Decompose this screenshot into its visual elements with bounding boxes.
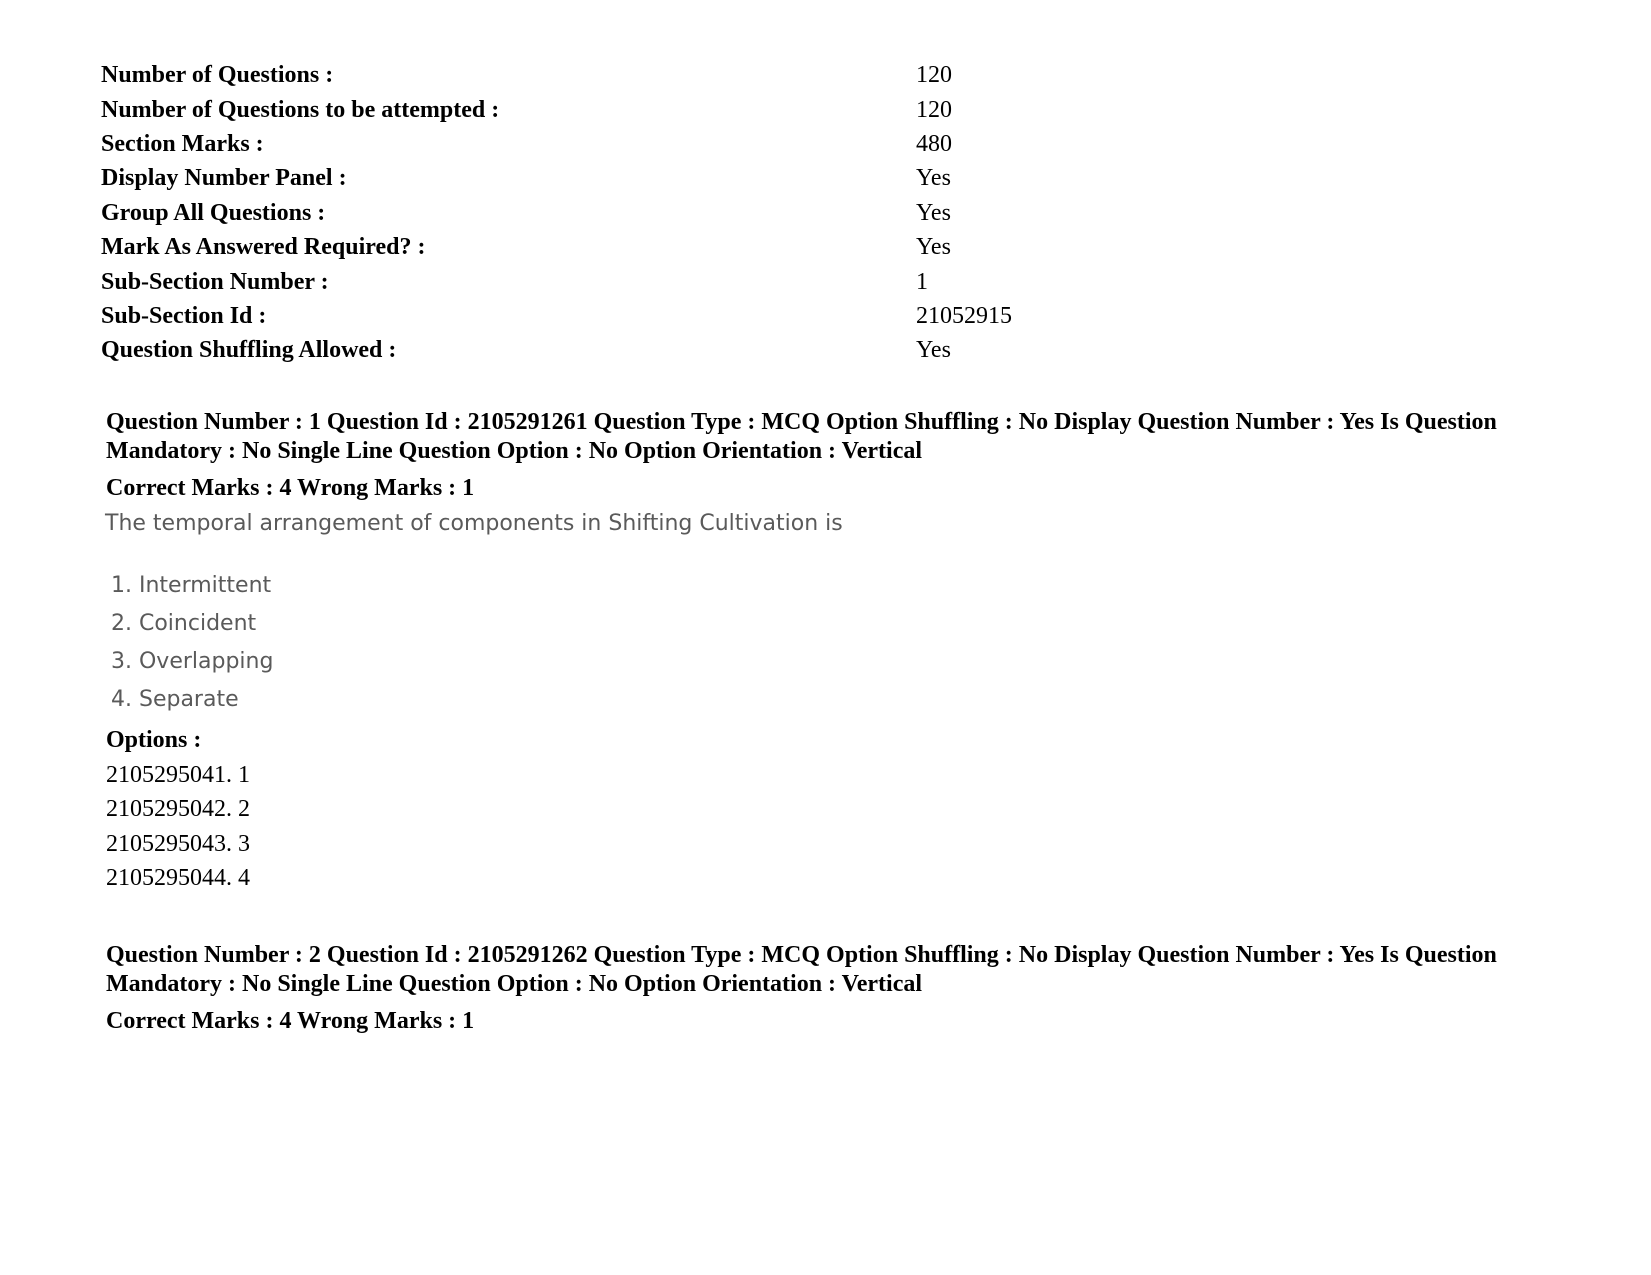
question-2-header: Question Number : 2 Question Id : 2105291262 Question Type : MCQ Option Shuffling : No Display Question Number : Yes Is Question Mandatory : No Single Line Question Option : No Option Orientation : Vertical <box>106 942 1497 997</box>
meta-label: Mark As Answered Required? : <box>101 234 426 261</box>
option-item: 2105295041. 1 <box>106 762 250 788</box>
meta-label: Question Shuffling Allowed : <box>101 337 397 364</box>
meta-label: Number of Questions : <box>101 62 334 89</box>
meta-label: Number of Questions to be attempted : <box>101 96 500 123</box>
option-item: 2105295044. 4 <box>106 864 250 891</box>
meta-value: Yes <box>916 234 951 261</box>
meta-label: Sub-Section Id : <box>101 302 267 329</box>
meta-value: Yes <box>916 199 951 226</box>
meta-value: 1 <box>916 268 928 295</box>
options-label: Options : <box>106 727 202 753</box>
meta-value: 120 <box>916 62 952 89</box>
statement-item: 4. Separate <box>111 687 239 712</box>
meta-value: 120 <box>916 96 952 123</box>
meta-label: Section Marks : <box>101 130 264 157</box>
question-2-marks: Correct Marks : 4 Wrong Marks : 1 <box>106 1008 475 1034</box>
question-1-text: The temporal arrangement of components in Shifting Cultivation is <box>105 511 843 536</box>
question-1-statements <box>111 575 273 727</box>
meta-row <box>101 196 1201 230</box>
meta-value: Yes <box>916 165 951 192</box>
option-item: 2105295043. 3 <box>106 830 250 857</box>
meta-row <box>101 299 1201 333</box>
question-1-marks: Correct Marks : 4 Wrong Marks : 1 <box>106 475 475 501</box>
meta-row <box>101 230 1201 264</box>
meta-label: Display Number Panel : <box>101 165 347 192</box>
question-1-header: Question Number : 1 Question Id : 2105291261 Question Type : MCQ Option Shuffling : No Display Question Number : Yes Is Question Mandatory : No Single Line Question Option : No Option Orientation : Vertical <box>106 409 1497 464</box>
meta-label: Group All Questions : <box>101 199 326 226</box>
meta-label: Sub-Section Number : <box>101 268 329 295</box>
statement-item: 1. Intermittent <box>111 573 272 598</box>
option-item: 2105295042. 2 <box>106 796 250 823</box>
meta-row <box>101 264 1201 298</box>
meta-value: 480 <box>916 130 952 157</box>
meta-row <box>101 333 1201 367</box>
statement-item: 2. Coincident <box>111 611 257 636</box>
meta-value: 21052915 <box>916 302 1012 329</box>
meta-row <box>101 58 1201 92</box>
meta-row <box>101 161 1201 195</box>
meta-row <box>101 127 1201 161</box>
meta-row <box>101 92 1201 126</box>
meta-value: Yes <box>916 337 951 364</box>
section-meta-table <box>101 58 1201 368</box>
statement-item: 3. Overlapping <box>111 649 274 674</box>
question-1-options <box>106 763 250 900</box>
